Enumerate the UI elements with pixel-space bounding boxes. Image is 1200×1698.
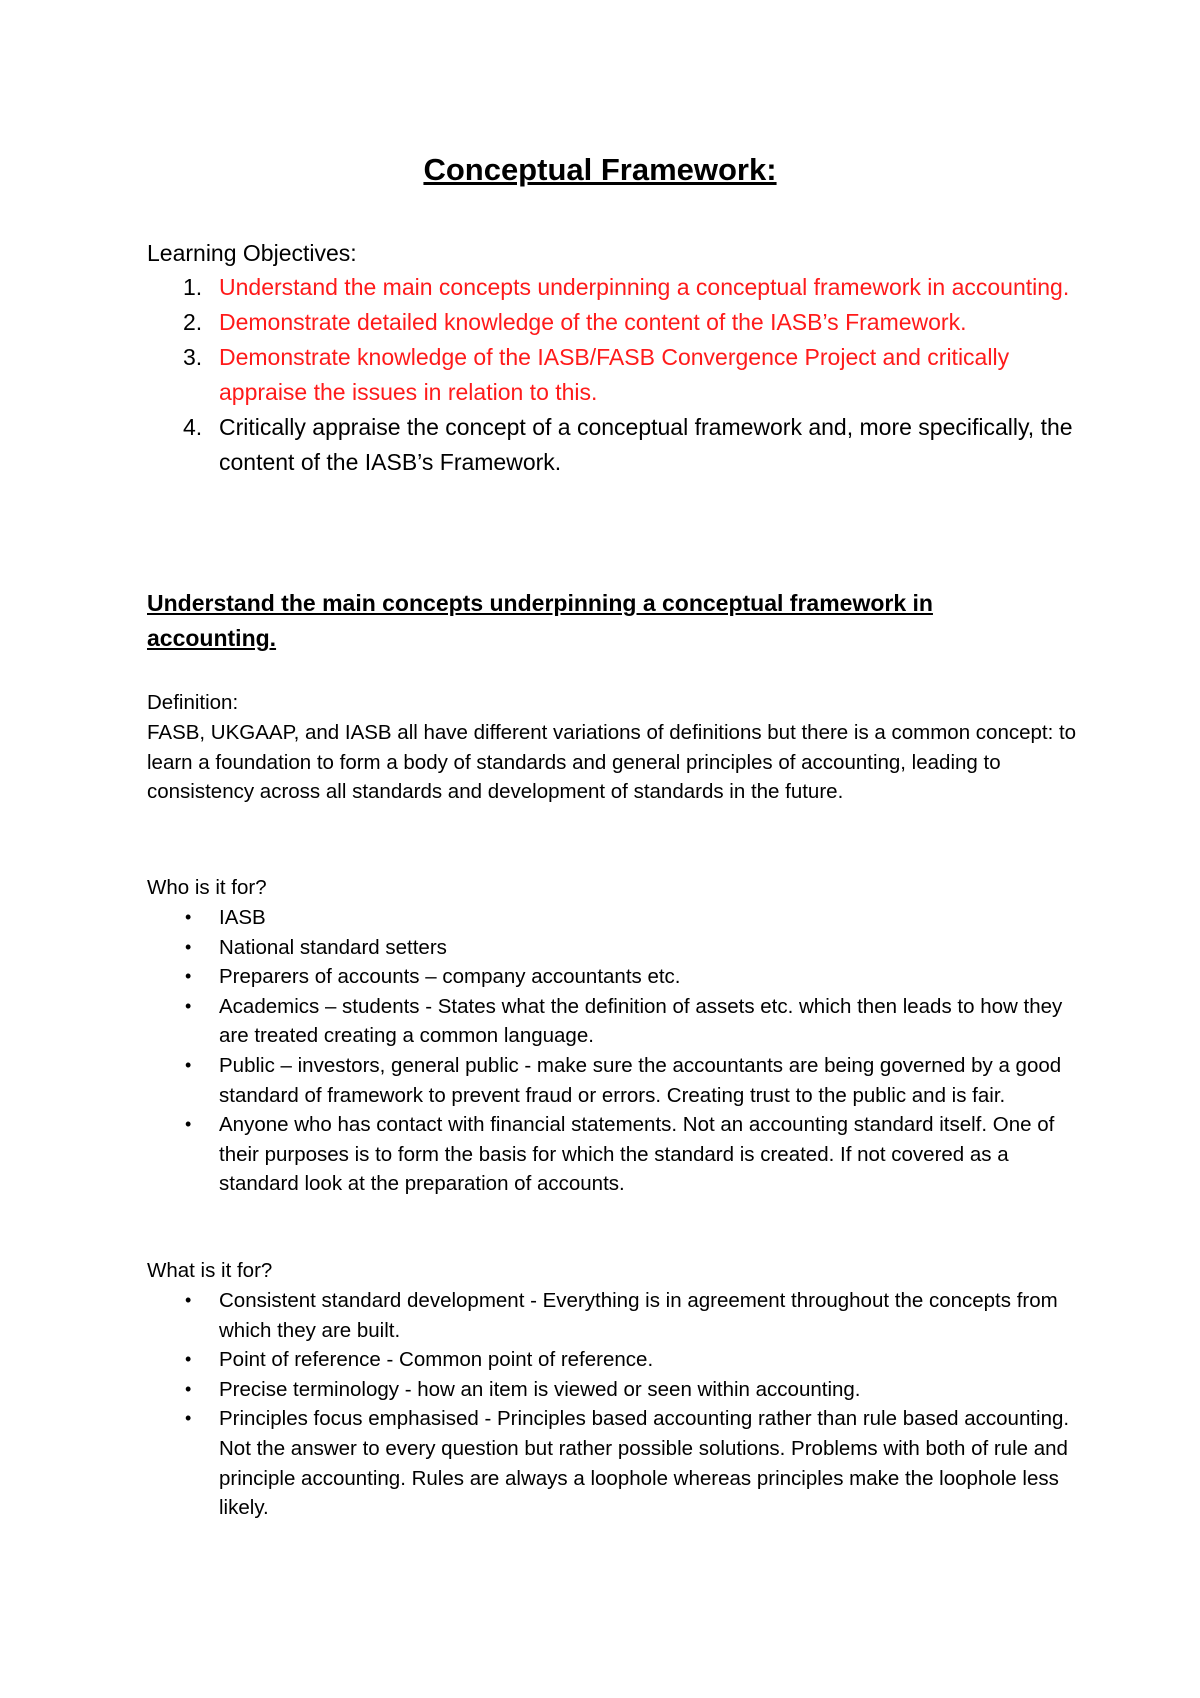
bullet-icon: • xyxy=(185,1290,192,1310)
list-item xyxy=(147,1286,1077,1345)
page-title: Conceptual Framework: xyxy=(423,152,777,187)
objective-text: Critically appraise the concept of a conceptual framework and, more specifically, the content of the IASB’s Framework. xyxy=(219,414,1073,475)
objective-item xyxy=(147,305,1077,340)
who-heading: Who is it for? xyxy=(147,876,267,899)
list-item xyxy=(147,1110,1077,1199)
list-item xyxy=(147,962,1077,992)
objective-number: 1. xyxy=(183,274,203,300)
learning-objectives-heading: Learning Objectives: xyxy=(147,240,357,266)
list-item-text: Principles focus emphasised - Principles based accounting rather than rule based accounting. Not the answer to every question but rather possible solutions. Problems with both of rule and principle accounting. Rules are always a loophole whereas principles make the loophole less likely. xyxy=(219,1407,1070,1520)
objective-text: Demonstrate knowledge of the IASB/FASB Convergence Project and critically appraise the issues in relation to this. xyxy=(219,344,1010,405)
list-item xyxy=(147,1404,1077,1522)
list-item-text: IASB xyxy=(219,906,266,929)
list-item xyxy=(147,1345,1077,1375)
list-item xyxy=(147,933,1077,963)
bullet-icon: • xyxy=(185,1349,192,1370)
bullet-icon: • xyxy=(185,1378,192,1399)
objective-item xyxy=(147,340,1077,410)
objective-number: 4. xyxy=(183,414,203,440)
list-item-text: Academics – students - States what the definition of assets etc. which then leads to how they are treated creating a common language. xyxy=(219,994,1063,1048)
definition-text: FASB, UKGAAP, and IASB all have different variations of definitions but there is a common concept: to learn a foundation to form a body of standards and general principles of accounting, leading to consistency across all standards and development of standards in the future. xyxy=(147,721,1077,804)
list-item xyxy=(147,992,1077,1051)
bullet-icon: • xyxy=(185,966,192,987)
definition-heading: Definition: xyxy=(147,691,239,714)
list-item-text: Preparers of accounts – company accountants etc. xyxy=(219,965,681,989)
bullet-icon: • xyxy=(185,1114,192,1135)
objective-text: Demonstrate detailed knowledge of the content of the IASB’s Framework. xyxy=(219,309,967,335)
list-item-text: Consistent standard development - Everything is in agreement throughout the concepts from which they are built. xyxy=(219,1289,1058,1342)
objective-number: 2. xyxy=(183,309,203,335)
bullet-icon: • xyxy=(185,1054,192,1075)
list-item-text: Anyone who has contact with financial statements. Not an accounting standard itself. One of their purposes is to form the basis for which the standard is created. If not covered as a standard look at the preparation of accounts. xyxy=(219,1113,1055,1196)
list-item-text: Public – investors, general public - make sure the accountants are being governed by a good standard of framework to prevent fraud or errors. Creating trust to the public and is fair. xyxy=(219,1053,1062,1107)
list-item xyxy=(147,1375,1077,1405)
who-list xyxy=(147,903,1077,1199)
what-heading: What is it for? xyxy=(147,1259,273,1282)
list-item xyxy=(147,903,1077,933)
bullet-icon: • xyxy=(185,907,192,927)
bullet-icon: • xyxy=(185,995,192,1016)
objective-item xyxy=(147,410,1077,480)
objective-text: Understand the main concepts underpinning a conceptual framework in accounting. xyxy=(219,274,1070,300)
list-item-text: National standard setters xyxy=(219,935,447,959)
objective-item xyxy=(147,270,1077,305)
learning-objectives-list xyxy=(147,270,1077,480)
list-item-text: Point of reference - Common point of reference. xyxy=(219,1348,654,1372)
section-heading: Understand the main concepts underpinning a conceptual framework in accounting. xyxy=(147,590,933,651)
objective-number: 3. xyxy=(183,344,203,370)
bullet-icon: • xyxy=(185,936,192,957)
list-item-text: Precise terminology - how an item is viewed or seen within accounting. xyxy=(219,1377,861,1401)
bullet-icon: • xyxy=(185,1408,192,1429)
what-list xyxy=(147,1286,1077,1523)
list-item xyxy=(147,1051,1077,1110)
